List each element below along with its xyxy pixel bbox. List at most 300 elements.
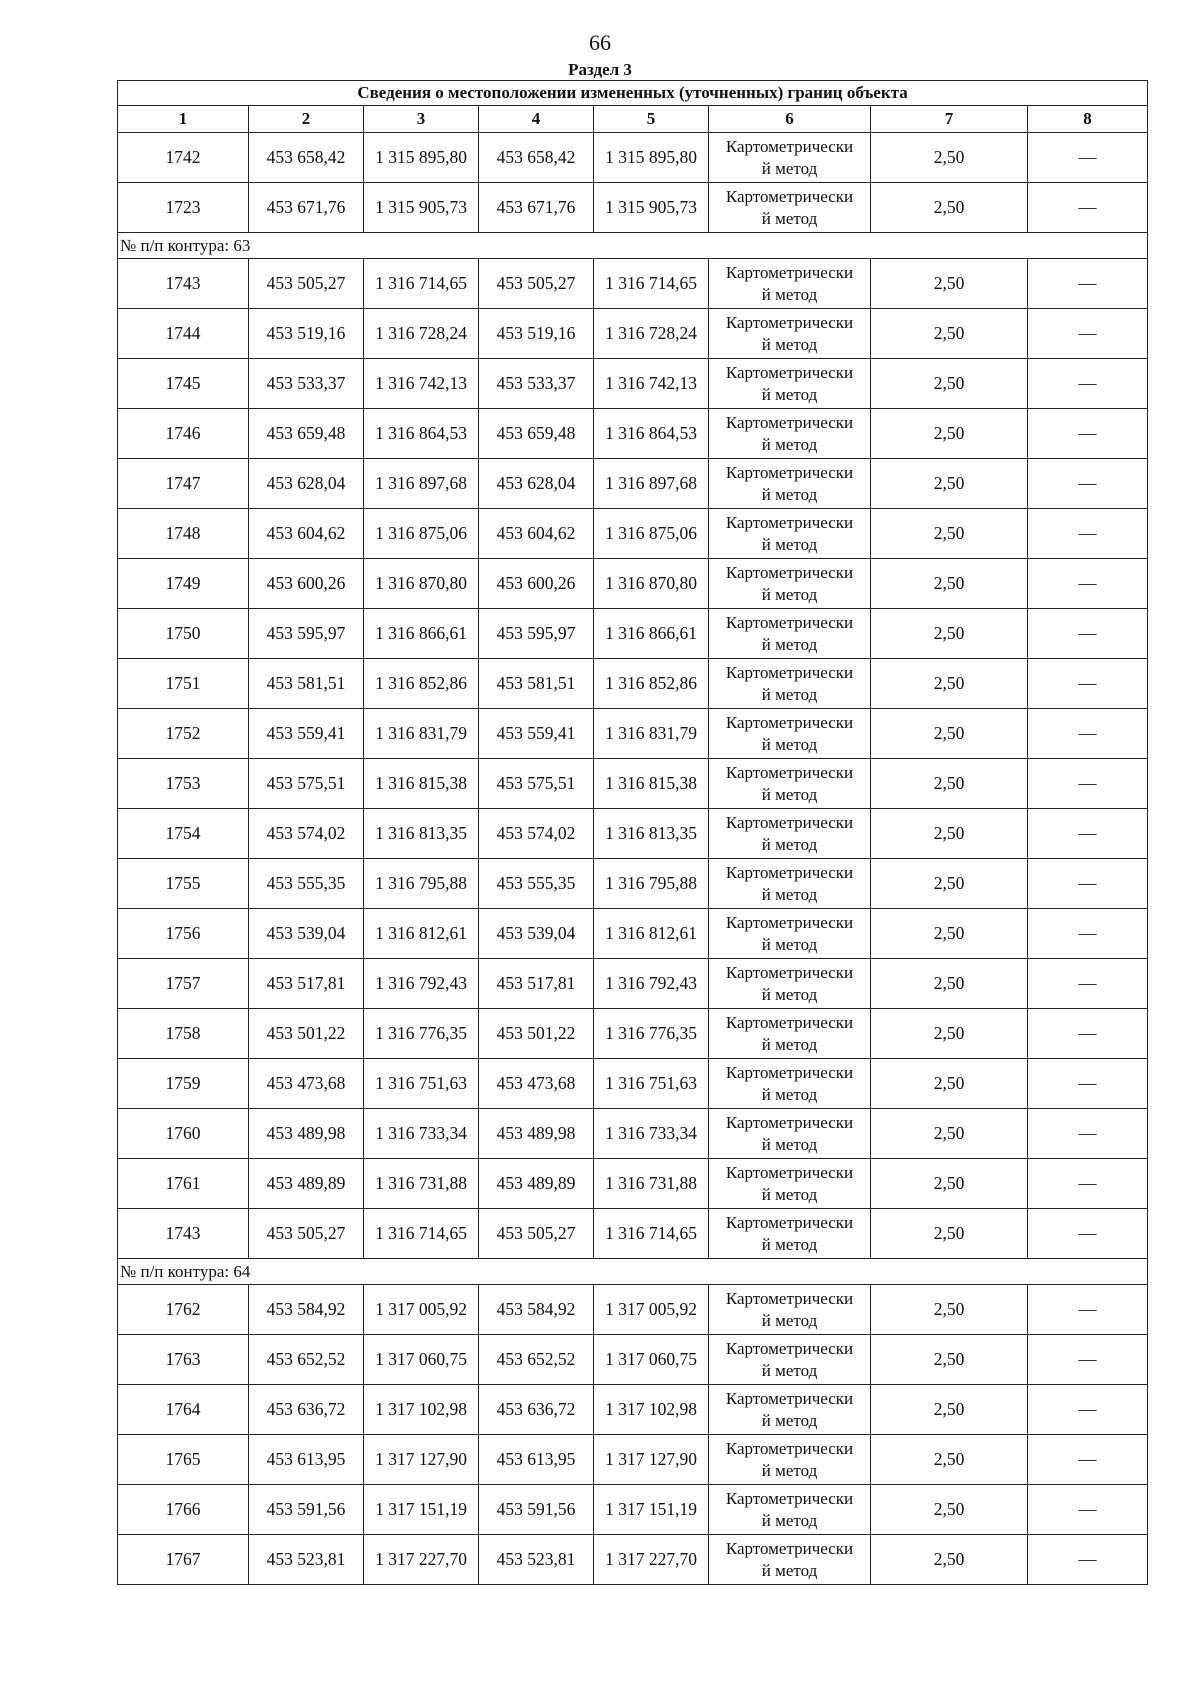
column-header: 5 [594,106,709,133]
y-new-cell: 1 315 895,80 [594,133,709,183]
y-old-cell: 1 317 151,19 [364,1485,479,1535]
description-cell: — [1028,409,1148,459]
y-old-cell: 1 316 792,43 [364,959,479,1009]
x-new-cell: 453 555,35 [479,859,594,909]
y-old-cell: 1 316 751,63 [364,1059,479,1109]
method-line-1: Картометрически [725,186,854,206]
description-cell: — [1028,183,1148,233]
point-number-cell: 1743 [118,259,249,309]
table-row [118,859,1148,909]
description-cell: — [1028,1535,1148,1585]
point-number-cell: 1767 [118,1535,249,1585]
table-row [118,809,1148,859]
y-new-cell: 1 317 102,98 [594,1385,709,1435]
method-line-1: Картометрически [725,1338,854,1358]
y-new-cell: 1 316 792,43 [594,959,709,1009]
table-row [118,509,1148,559]
x-old-cell: 453 555,35 [249,859,364,909]
x-old-cell: 453 575,51 [249,759,364,809]
contour-label: № п/п контура: 64 [118,1259,1148,1285]
method-line-1: Картометрически [725,512,854,532]
accuracy-cell: 2,50 [871,959,1028,1009]
accuracy-cell: 2,50 [871,1485,1028,1535]
x-old-cell: 453 505,27 [249,1209,364,1259]
method-line-1: Картометрически [725,1538,854,1558]
x-new-cell: 453 613,95 [479,1435,594,1485]
x-old-cell: 453 613,95 [249,1435,364,1485]
description-cell: — [1028,1159,1148,1209]
y-old-cell: 1 315 905,73 [364,183,479,233]
point-number-cell: 1756 [118,909,249,959]
method-line-2: й метод [761,884,818,904]
accuracy-cell: 2,50 [871,1109,1028,1159]
table-row [118,183,1148,233]
y-new-cell: 1 316 795,88 [594,859,709,909]
table-row [118,1059,1148,1109]
x-old-cell: 453 604,62 [249,509,364,559]
point-number-cell: 1742 [118,133,249,183]
method-cell [709,459,871,509]
point-number-cell: 1763 [118,1335,249,1385]
method-cell [709,1285,871,1335]
point-number-cell: 1745 [118,359,249,409]
method-line-1: Картометрически [725,1212,854,1232]
y-old-cell: 1 316 875,06 [364,509,479,559]
method-cell [709,309,871,359]
point-number-cell: 1744 [118,309,249,359]
y-old-cell: 1 316 733,34 [364,1109,479,1159]
x-old-cell: 453 600,26 [249,559,364,609]
column-header: 3 [364,106,479,133]
x-old-cell: 453 595,97 [249,609,364,659]
table-row [118,959,1148,1009]
y-old-cell: 1 316 795,88 [364,859,479,909]
method-line-2: й метод [761,834,818,854]
method-line-2: й метод [761,1460,818,1480]
method-line-2: й метод [761,1560,818,1580]
table-row [118,459,1148,509]
y-new-cell: 1 316 815,38 [594,759,709,809]
method-line-1: Картометрически [725,912,854,932]
method-cell [709,1109,871,1159]
y-old-cell: 1 316 864,53 [364,409,479,459]
description-cell: — [1028,1209,1148,1259]
x-old-cell: 453 489,89 [249,1159,364,1209]
y-old-cell: 1 316 866,61 [364,609,479,659]
method-line-2: й метод [761,1510,818,1530]
description-cell: — [1028,1059,1148,1109]
accuracy-cell: 2,50 [871,1385,1028,1435]
method-line-2: й метод [761,334,818,354]
point-number-cell: 1743 [118,1209,249,1259]
description-cell: — [1028,709,1148,759]
y-old-cell: 1 316 815,38 [364,759,479,809]
table-row [118,559,1148,609]
contour-label: № п/п контура: 63 [118,233,1148,259]
method-line-1: Картометрически [725,612,854,632]
table-caption: Сведения о местоположении измененных (уточненных) границ объекта [118,81,1148,106]
accuracy-cell: 2,50 [871,1285,1028,1335]
y-old-cell: 1 317 060,75 [364,1335,479,1385]
x-old-cell: 453 473,68 [249,1059,364,1109]
x-old-cell: 453 636,72 [249,1385,364,1435]
y-old-cell: 1 316 728,24 [364,309,479,359]
method-cell [709,259,871,309]
point-number-cell: 1752 [118,709,249,759]
point-number-cell: 1765 [118,1435,249,1485]
description-cell: — [1028,133,1148,183]
x-new-cell: 453 559,41 [479,709,594,759]
method-line-2: й метод [761,634,818,654]
x-old-cell: 453 489,98 [249,1109,364,1159]
y-old-cell: 1 316 731,88 [364,1159,479,1209]
y-old-cell: 1 316 776,35 [364,1009,479,1059]
table-caption-row [118,81,1148,106]
point-number-cell: 1746 [118,409,249,459]
method-line-2: й метод [761,284,818,304]
x-new-cell: 453 519,16 [479,309,594,359]
page-number: 66 [589,30,611,55]
x-new-cell: 453 584,92 [479,1285,594,1335]
method-line-1: Картометрически [725,1438,854,1458]
x-old-cell: 453 517,81 [249,959,364,1009]
method-line-2: й метод [761,1184,818,1204]
method-line-2: й метод [761,984,818,1004]
y-new-cell: 1 316 870,80 [594,559,709,609]
y-old-cell: 1 316 831,79 [364,709,479,759]
method-cell [709,759,871,809]
method-cell [709,133,871,183]
point-number-cell: 1748 [118,509,249,559]
description-cell: — [1028,1485,1148,1535]
accuracy-cell: 2,50 [871,909,1028,959]
method-cell [709,909,871,959]
x-new-cell: 453 489,89 [479,1159,594,1209]
column-header: 4 [479,106,594,133]
y-new-cell: 1 317 005,92 [594,1285,709,1335]
y-old-cell: 1 316 852,86 [364,659,479,709]
method-line-1: Картометрически [725,1012,854,1032]
y-new-cell: 1 316 731,88 [594,1159,709,1209]
method-line-2: й метод [761,784,818,804]
y-new-cell: 1 315 905,73 [594,183,709,233]
table-row [118,133,1148,183]
point-number-cell: 1747 [118,459,249,509]
point-number-cell: 1766 [118,1485,249,1535]
column-header-row [118,106,1148,133]
method-line-1: Картометрически [725,362,854,382]
column-header: 7 [871,106,1028,133]
x-new-cell: 453 517,81 [479,959,594,1009]
method-line-2: й метод [761,384,818,404]
table-row [118,1009,1148,1059]
accuracy-cell: 2,50 [871,1535,1028,1585]
description-cell: — [1028,309,1148,359]
description-cell: — [1028,359,1148,409]
point-number-cell: 1758 [118,1009,249,1059]
table-row [118,1285,1148,1335]
x-new-cell: 453 489,98 [479,1109,594,1159]
y-old-cell: 1 317 005,92 [364,1285,479,1335]
y-old-cell: 1 316 813,35 [364,809,479,859]
table-row [118,709,1148,759]
x-new-cell: 453 523,81 [479,1535,594,1585]
y-old-cell: 1 315 895,80 [364,133,479,183]
description-cell: — [1028,909,1148,959]
x-old-cell: 453 505,27 [249,259,364,309]
point-number-cell: 1751 [118,659,249,709]
accuracy-cell: 2,50 [871,409,1028,459]
y-new-cell: 1 316 812,61 [594,909,709,959]
method-cell [709,659,871,709]
method-line-1: Картометрически [725,712,854,732]
table-row [118,1485,1148,1535]
contour-row [118,233,1148,259]
y-new-cell: 1 316 852,86 [594,659,709,709]
x-new-cell: 453 473,68 [479,1059,594,1109]
accuracy-cell: 2,50 [871,659,1028,709]
description-cell: — [1028,959,1148,1009]
y-new-cell: 1 316 897,68 [594,459,709,509]
method-line-2: й метод [761,434,818,454]
y-new-cell: 1 317 127,90 [594,1435,709,1485]
x-old-cell: 453 584,92 [249,1285,364,1335]
method-line-1: Картометрически [725,662,854,682]
method-line-1: Картометрически [725,1388,854,1408]
method-cell [709,509,871,559]
point-number-cell: 1723 [118,183,249,233]
point-number-cell: 1760 [118,1109,249,1159]
x-new-cell: 453 628,04 [479,459,594,509]
description-cell: — [1028,1335,1148,1385]
table-row [118,909,1148,959]
y-new-cell: 1 316 714,65 [594,1209,709,1259]
accuracy-cell: 2,50 [871,609,1028,659]
table-row [118,1159,1148,1209]
accuracy-cell: 2,50 [871,459,1028,509]
point-number-cell: 1753 [118,759,249,809]
method-line-1: Картометрически [725,262,854,282]
y-new-cell: 1 316 875,06 [594,509,709,559]
x-new-cell: 453 505,27 [479,1209,594,1259]
column-header: 2 [249,106,364,133]
x-old-cell: 453 559,41 [249,709,364,759]
accuracy-cell: 2,50 [871,759,1028,809]
x-old-cell: 453 652,52 [249,1335,364,1385]
accuracy-cell: 2,50 [871,183,1028,233]
column-header: 1 [118,106,249,133]
x-old-cell: 453 628,04 [249,459,364,509]
method-line-2: й метод [761,484,818,504]
y-old-cell: 1 316 714,65 [364,259,479,309]
method-cell [709,1059,871,1109]
x-new-cell: 453 539,04 [479,909,594,959]
accuracy-cell: 2,50 [871,859,1028,909]
y-new-cell: 1 316 733,34 [594,1109,709,1159]
y-old-cell: 1 316 870,80 [364,559,479,609]
method-line-2: й метод [761,1234,818,1254]
accuracy-cell: 2,50 [871,509,1028,559]
description-cell: — [1028,1009,1148,1059]
y-new-cell: 1 316 813,35 [594,809,709,859]
x-old-cell: 453 533,37 [249,359,364,409]
y-new-cell: 1 316 866,61 [594,609,709,659]
y-new-cell: 1 317 151,19 [594,1485,709,1535]
y-new-cell: 1 317 060,75 [594,1335,709,1385]
table-row [118,309,1148,359]
method-cell [709,559,871,609]
accuracy-cell: 2,50 [871,809,1028,859]
description-cell: — [1028,809,1148,859]
x-new-cell: 453 600,26 [479,559,594,609]
method-line-1: Картометрически [725,412,854,432]
point-number-cell: 1749 [118,559,249,609]
x-old-cell: 453 519,16 [249,309,364,359]
method-cell [709,183,871,233]
method-cell [709,1209,871,1259]
point-number-cell: 1755 [118,859,249,909]
x-old-cell: 453 539,04 [249,909,364,959]
accuracy-cell: 2,50 [871,709,1028,759]
description-cell: — [1028,1285,1148,1335]
description-cell: — [1028,259,1148,309]
table-row [118,1535,1148,1585]
x-new-cell: 453 501,22 [479,1009,594,1059]
x-new-cell: 453 652,52 [479,1335,594,1385]
x-new-cell: 453 505,27 [479,259,594,309]
method-line-1: Картометрически [725,962,854,982]
method-line-2: й метод [761,534,818,554]
table-row [118,609,1148,659]
method-line-2: й метод [761,1084,818,1104]
method-line-2: й метод [761,734,818,754]
method-line-1: Картометрически [725,1162,854,1182]
method-line-2: й метод [761,934,818,954]
x-new-cell: 453 658,42 [479,133,594,183]
x-new-cell: 453 575,51 [479,759,594,809]
x-new-cell: 453 581,51 [479,659,594,709]
accuracy-cell: 2,50 [871,559,1028,609]
x-new-cell: 453 636,72 [479,1385,594,1435]
description-cell: — [1028,1109,1148,1159]
x-old-cell: 453 671,76 [249,183,364,233]
point-number-cell: 1764 [118,1385,249,1435]
x-old-cell: 453 501,22 [249,1009,364,1059]
point-number-cell: 1762 [118,1285,249,1335]
method-line-1: Картометрически [725,812,854,832]
point-number-cell: 1761 [118,1159,249,1209]
method-cell [709,859,871,909]
y-old-cell: 1 316 742,13 [364,359,479,409]
y-new-cell: 1 316 714,65 [594,259,709,309]
x-old-cell: 453 658,42 [249,133,364,183]
x-old-cell: 453 581,51 [249,659,364,709]
x-new-cell: 453 533,37 [479,359,594,409]
y-new-cell: 1 316 864,53 [594,409,709,459]
accuracy-cell: 2,50 [871,1059,1028,1109]
description-cell: — [1028,459,1148,509]
accuracy-cell: 2,50 [871,259,1028,309]
y-new-cell: 1 316 751,63 [594,1059,709,1109]
method-cell [709,359,871,409]
x-new-cell: 453 604,62 [479,509,594,559]
method-cell [709,409,871,459]
x-old-cell: 453 659,48 [249,409,364,459]
point-number-cell: 1759 [118,1059,249,1109]
table-row [118,259,1148,309]
method-cell [709,609,871,659]
method-line-1: Картометрически [725,862,854,882]
method-line-1: Картометрически [725,462,854,482]
description-cell: — [1028,1385,1148,1435]
x-new-cell: 453 574,02 [479,809,594,859]
accuracy-cell: 2,50 [871,1209,1028,1259]
method-cell [709,1535,871,1585]
y-old-cell: 1 316 812,61 [364,909,479,959]
y-new-cell: 1 316 728,24 [594,309,709,359]
accuracy-cell: 2,50 [871,309,1028,359]
method-cell [709,959,871,1009]
accuracy-cell: 2,50 [871,1435,1028,1485]
method-line-2: й метод [761,1360,818,1380]
method-line-1: Картометрически [725,1488,854,1508]
section-title: Раздел 3 [568,60,632,79]
x-new-cell: 453 595,97 [479,609,594,659]
method-cell [709,709,871,759]
table-row [118,409,1148,459]
y-old-cell: 1 316 897,68 [364,459,479,509]
method-line-2: й метод [761,158,818,178]
table-row [118,1109,1148,1159]
table-row [118,1335,1148,1385]
description-cell: — [1028,609,1148,659]
boundary-table [117,80,1148,1585]
column-header: 6 [709,106,871,133]
description-cell: — [1028,1435,1148,1485]
method-line-2: й метод [761,1410,818,1430]
y-new-cell: 1 317 227,70 [594,1535,709,1585]
accuracy-cell: 2,50 [871,1009,1028,1059]
description-cell: — [1028,859,1148,909]
method-line-1: Картометрически [725,1288,854,1308]
table-body [118,81,1148,1585]
x-old-cell: 453 574,02 [249,809,364,859]
table-row [118,359,1148,409]
x-new-cell: 453 671,76 [479,183,594,233]
method-cell [709,1009,871,1059]
point-number-cell: 1750 [118,609,249,659]
table-row [118,1385,1148,1435]
column-header: 8 [1028,106,1148,133]
method-line-1: Картометрически [725,1112,854,1132]
table-row [118,1209,1148,1259]
y-new-cell: 1 316 742,13 [594,359,709,409]
method-line-1: Картометрически [725,1062,854,1082]
y-old-cell: 1 317 102,98 [364,1385,479,1435]
description-cell: — [1028,509,1148,559]
method-line-2: й метод [761,1310,818,1330]
description-cell: — [1028,559,1148,609]
y-new-cell: 1 316 831,79 [594,709,709,759]
accuracy-cell: 2,50 [871,1159,1028,1209]
description-cell: — [1028,659,1148,709]
method-cell [709,1435,871,1485]
point-number-cell: 1757 [118,959,249,1009]
table-row [118,759,1148,809]
description-cell: — [1028,759,1148,809]
accuracy-cell: 2,50 [871,133,1028,183]
y-old-cell: 1 316 714,65 [364,1209,479,1259]
